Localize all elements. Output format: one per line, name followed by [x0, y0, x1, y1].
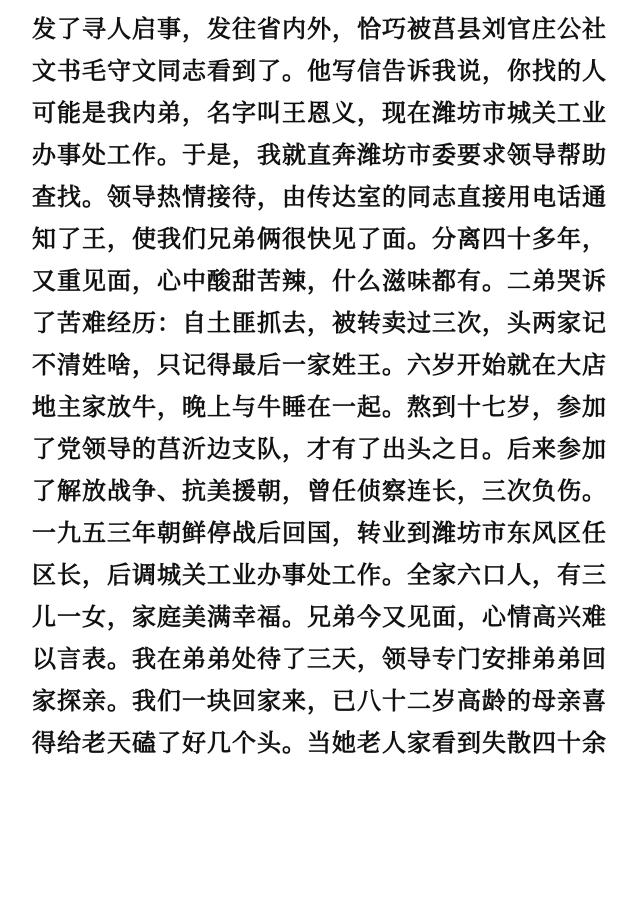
text-line: 发了寻人启事，发往省内外，恰巧被莒县刘官庄公社 [32, 14, 607, 43]
text-line: 可能是我内弟，名字叫王恩义，现在潍坊市城关工业 [32, 98, 607, 127]
text-line: 儿一女，家庭美满幸福。兄弟今又见面，心情高兴难 [32, 602, 607, 631]
text-line: 知了王，使我们兄弟俩很快见了面。分离四十多年， [32, 224, 607, 253]
text-line: 查找。领导热情接待，由传达室的同志直接用电话通 [32, 182, 607, 211]
text-line: 家探亲。我们一块回家来，已八十二岁高龄的母亲喜 [32, 686, 607, 715]
text-line: 不清姓啥，只记得最后一家姓王。六岁开始就在大店 [32, 350, 607, 379]
text-line: 区长，后调城关工业办事处工作。全家六口人，有三 [32, 560, 607, 589]
text-line: 文书毛守文同志看到了。他写信告诉我说，你找的人 [32, 56, 607, 85]
text-line: 又重见面，心中酸甜苦辣，什么滋味都有。二弟哭诉 [32, 266, 607, 295]
text-line: 一九五三年朝鲜停战后回国，转业到潍坊市东风区任 [32, 518, 607, 547]
text-line: 以言表。我在弟弟处待了三天，领导专门安排弟弟回 [32, 644, 607, 673]
text-line: 办事处工作。于是，我就直奔潍坊市委要求领导帮助 [32, 140, 607, 169]
text-line: 了苦难经历：自土匪抓去，被转卖过三次，头两家记 [32, 308, 607, 337]
text-line: 了党领导的莒沂边支队，才有了出头之日。后来参加 [32, 434, 607, 463]
text-line: 得给老天磕了好几个头。当她老人家看到失散四十余 [32, 728, 607, 757]
text-line: 了解放战争、抗美援朝，曾任侦察连长，三次负伤。 [32, 476, 607, 505]
text-line: 地主家放牛，晚上与牛睡在一起。熬到十七岁，参加 [32, 392, 607, 421]
body-text [32, 8, 628, 764]
